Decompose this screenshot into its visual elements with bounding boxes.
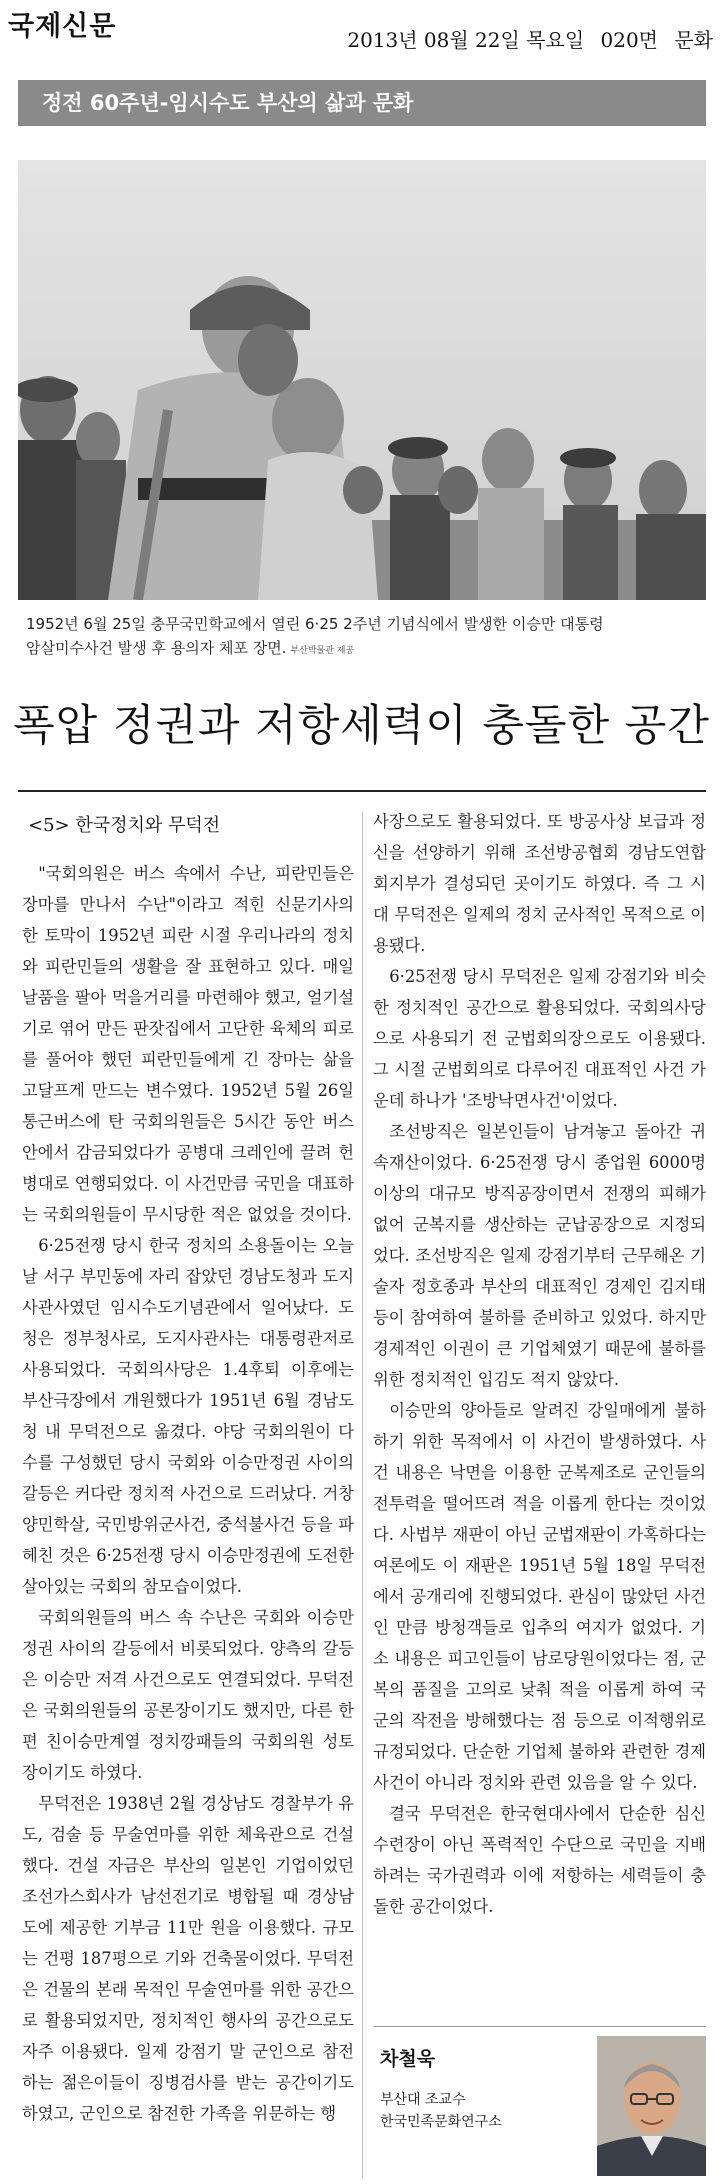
- caption-line-1: 1952년 6월 25일 충무국민학교에서 열린 6·25 2주년 기념식에서 발생한 이승만 대통령: [26, 615, 604, 633]
- article-paragraph: 6·25전쟁 당시 한국 정치의 소용돌이는 오늘날 서구 부민동에 자리 잡았던 경남도청과 도지사관사였던 임시수도기념관에서 일어났다. 도청은 정부청사로, 도지사관사는 대통령관저로 사용되었다. 국회의사당은 1.4후퇴 이후에는 부산극장에서 개원했다가 1951년 6월 경남도청 내 무덕전으로 옮겼다. 야당 국회의원이 다수를 구성했던 당시 국회와 이승만정권 사이의 갈등은 커다란 정치적 사건으로 드러났다. 거창양민학살, 국민방위군사건, 중석불사건 등을 파헤친 것은 6·25전쟁 당시 이승만정권에 도전한 살아있는 국회의 참모습이었다.: [22, 1236, 354, 1596]
- photo-caption: [26, 612, 706, 663]
- article-headline: 폭압 정권과 저항세력이 충돌한 공간: [13, 701, 710, 751]
- series-title-bar: 정전 60주년-임시수도 부산의 삶과 문화: [18, 80, 706, 126]
- article-paragraph: 6·25전쟁 당시 무덕전은 일제 강점기와 비슷한 정치적인 공간으로 활용되었다. 국회의사당으로 사용되기 전 군법회의장으로도 이용됐다. 그 시절 군법회의로 다루어진 대표적인 사건 가운데 하나가 '조방낙면사건'이었다.: [373, 967, 706, 1110]
- caption-line-2-text: 암살미수사건 발생 후 용의자 체포 장면.: [26, 639, 287, 657]
- newspaper-name: 국제신문: [8, 11, 117, 42]
- issue-date: 2013년 08월 22일 목요일: [347, 28, 585, 52]
- historical-photo: [18, 160, 706, 600]
- article-paragraph-continued: 사장으로도 활용되었다. 또 방공사상 보급과 정신을 선양하기 위해 조선방공협회 경남도연합회지부가 결성되던 곳이기도 하였다. 즉 그 시대 무덕전은 일제의 정치 군사적인 목적으로 이용됐다.: [373, 812, 706, 955]
- author-divider: [373, 2026, 706, 2027]
- author-portrait: [597, 2036, 706, 2176]
- masthead: [0, 0, 723, 60]
- author-byline: [380, 2040, 590, 2133]
- headline-rule: [18, 790, 706, 792]
- author-name: 차철욱: [380, 2048, 436, 2070]
- author-affiliation-2: 한국민족문화연구소: [380, 2114, 502, 2130]
- article-paragraph: 이승만의 양아들로 알려진 강일매에게 불하하기 위한 목적에서 이 사건이 발생하였다. 사건 내용은 낙면을 이용한 군복제조로 군인들의 전투력을 떨어뜨려 적을 이롭게 한다는 것이었다. 사법부 재판이 아닌 군법재판이 가혹하다는 여론에도 이 재판은 1951년 5월 18일 무덕전에서 공개리에 진행되었다. 관심이 많았던 사건인 만큼 방청객들로 입추의 여지가 없었다. 기소 내용은 피고인들이 남로당원이었다는 점, 군복의 품질을 고의로 낮춰 적을 이롭게 하여 국군의 작전을 방해했다는 점 등으로 이적행위로 규정되었다. 단순한 기업체 불하와 관련한 경제사건이 아니라 정치와 관련 있음을 알 수 있다.: [373, 1401, 706, 1792]
- issue-info: [337, 24, 713, 53]
- arrest-scene-illustration: [18, 160, 706, 600]
- column-divider: [362, 812, 363, 2178]
- article-right-column: [373, 806, 706, 1922]
- article-paragraph: "국회의원은 버스 속에서 수난, 피란민들은 장마를 만나서 수난"이라고 적힌 신문기사의 한 토막이 1952년 피란 시절 우리나라의 정치와 피란민들의 생활을 잘 표현하고 있다. 매일 날품을 팔아 먹을거리를 마련해야 했고, 얼기설기로 엮어 만든 판잣집에서 고단한 육체의 피로를 풀어야 했던 피란민들에게 긴 장마는 삶을 고달프게 만드는 변수였다. 1952년 5월 26일 통근버스에 탄 국회의원들은 5시간 동안 버스 안에서 감금되었다가 공병대 크레인에 끌려 헌병대로 연행되었다. 이 사건만큼 국민을 대표하는 국회의원들이 무시당한 적은 없었을 것이다.: [22, 864, 354, 1224]
- article-paragraph: 국회의원들의 버스 속 수난은 국회와 이승만정권 사이의 갈등에서 비롯되었다. 양측의 갈등은 이승만 저격 사건으로도 연결되었다. 무덕전은 국회의원들의 공론장이기도 했지만, 다른 한편 친이승만계열 정치깡패들의 국회의원 성토장이기도 하였다.: [22, 1608, 354, 1782]
- article-paragraph: 결국 무덕전은 한국현대사에서 단순한 심신수련장이 아닌 폭력적인 수단으로 국민을 지배하려는 국가권력과 이에 저항하는 세력들이 충돌한 공간이었다.: [373, 1804, 706, 1916]
- article-paragraph: 조선방직은 일본인들이 남겨놓고 돌아간 귀속재산이었다. 6·25전쟁 당시 종업원 6000명 이상의 대규모 방직공장이면서 전쟁의 피해가 없어 군복지를 생산하는 군납공장으로 지정되었다. 조선방직은 일제 강점기부터 근무해온 기술자 정호종과 부산의 대표적인 경제인 김지태 등이 참여하여 불하를 준비하고 있었다. 하지만 경제적인 이권이 큰 기업체였기 때문에 불하를 위한 정치적인 입김도 적지 않았다.: [373, 1122, 706, 1389]
- photo-credit: 부산박물관 제공: [290, 646, 355, 656]
- author-photo-illustration: [597, 2036, 706, 2176]
- section-name: 문화: [674, 28, 713, 52]
- article-paragraph: 무덕전은 1938년 2월 경상남도 경찰부가 유도, 검술 등 무술연마를 위한 체육관으로 건설했다. 건설 자금은 부산의 일본인 기업이었던 조선가스회사가 남선전기로 병합될 때 경상남도에 제공한 기부금 11만 원을 이용했다. 규모는 건평 187평으로 기와 건축물이었다. 무덕전은 건물의 본래 목적인 무술연마를 위한 공간으로 활용되었지만, 정치적인 행사의 공간으로도 자주 이용됐다. 일제 강점기 말 군인으로 참전하는 젊은이들이 징병검사를 받는 공간이기도 하였고, 군인으로 참전한 가족을 위문하는 행: [22, 1794, 354, 2123]
- caption-line-2: [26, 636, 706, 663]
- page-number: 020면: [600, 28, 658, 52]
- article-subtitle: <5> 한국정치와 무덕전: [28, 815, 221, 836]
- article-left-column: [22, 812, 354, 2129]
- author-affiliation-1: 부산대 조교수: [380, 2092, 466, 2108]
